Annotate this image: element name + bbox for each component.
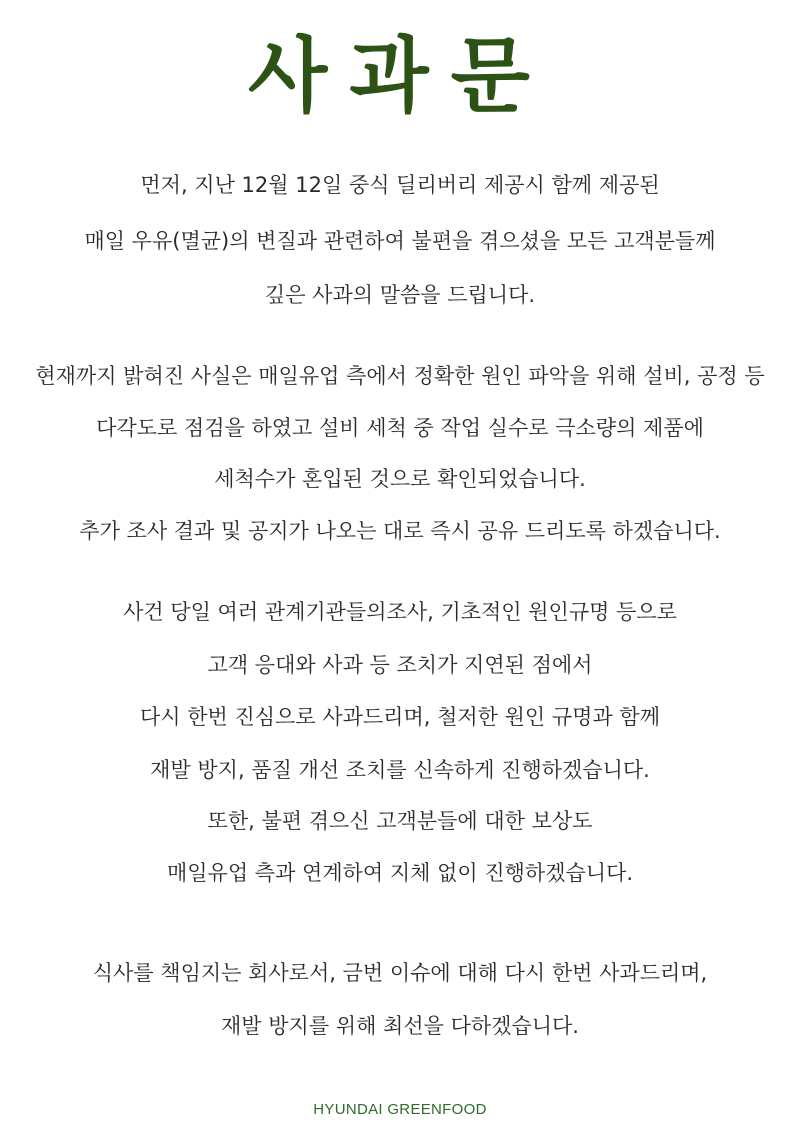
paragraph-4-line-2: 재발 방지를 위해 최선을 다하겠습니다. bbox=[221, 1014, 579, 1038]
paragraph-1-line-3: 깊은 사과의 말씀을 드립니다. bbox=[264, 283, 536, 307]
company-signature: HYUNDAI GREENFOOD bbox=[313, 1101, 487, 1118]
paragraph-3-line-4: 재발 방지, 품질 개선 조치를 신속하게 진행하겠습니다. bbox=[150, 758, 650, 782]
paragraph-2-line-4: 추가 조사 결과 및 공지가 나오는 대로 즉시 공유 드리도록 하겠습니다. bbox=[79, 519, 721, 543]
document-title: 사과문 bbox=[248, 29, 552, 124]
paragraph-3-line-1: 사건 당일 여러 관계기관들의조사, 기초적인 원인규명 등으로 bbox=[123, 600, 677, 624]
paragraph-3-line-6: 매일유업 측과 연계하여 지체 없이 진행하겠습니다. bbox=[166, 861, 634, 885]
paragraph-2-line-2: 다각도로 점검을 하였고 설비 세척 중 작업 실수로 극소량의 제품에 bbox=[96, 416, 704, 440]
paragraph-3-line-5: 또한, 불편 겪으신 고객분들에 대한 보상도 bbox=[207, 809, 593, 833]
paragraph-4-line-1: 식사를 책임지는 회사로서, 금번 이슈에 대해 다시 한번 사과드리며, bbox=[92, 961, 708, 985]
paragraph-3-line-3: 다시 한번 진심으로 사과드리며, 철저한 원인 규명과 함께 bbox=[140, 705, 660, 729]
paragraph-3-line-2: 고객 응대와 사과 등 조치가 지연된 점에서 bbox=[207, 653, 593, 677]
paragraph-2-line-1: 현재까지 밝혀진 사실은 매일유업 측에서 정확한 원인 파악을 위해 설비, 공정 등 bbox=[35, 364, 765, 388]
paragraph-2-line-3: 세척수가 혼입된 것으로 확인되었습니다. bbox=[214, 467, 586, 491]
paragraph-1-line-2: 매일 우유(멸균)의 변질과 관련하여 불편을 겪으셨을 모든 고객분들께 bbox=[84, 229, 716, 253]
paragraph-1-line-1: 먼저, 지난 12월 12일 중식 딜리버리 제공시 함께 제공된 bbox=[140, 173, 660, 197]
